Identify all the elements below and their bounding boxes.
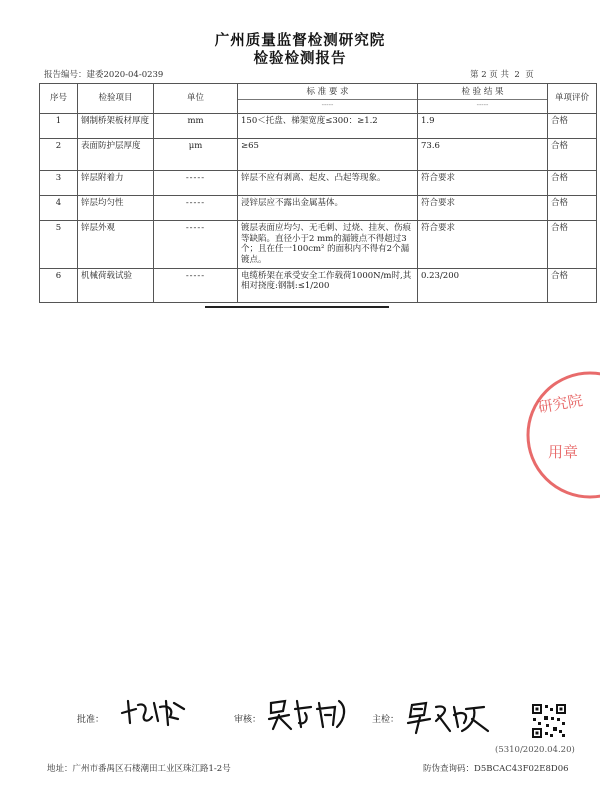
row-item: 锌层附着力: [78, 171, 154, 196]
row-item: 机械荷载试验: [78, 268, 154, 302]
anti-fake-code: 防伪查询码：D5BCAC43F02E8D06: [423, 764, 569, 774]
row-item: 锌层均匀性: [78, 196, 154, 221]
row-index: 3: [40, 171, 78, 196]
header-index: 序号: [40, 84, 78, 114]
row-standard: 电缆桥架在承受安全工作载荷1000N/m时,其相对挠度:钢制:≤1/200: [238, 268, 418, 302]
row-index: 4: [40, 196, 78, 221]
table-row: [40, 196, 597, 221]
table-row: [40, 221, 597, 269]
institute-seal: [520, 365, 600, 505]
row-item: 锌层外观: [78, 221, 154, 269]
row-unit: -----: [154, 221, 238, 269]
row-standard: 锌层不应有剥离、起皮、凸起等现象。: [238, 171, 418, 196]
report-title: 检验检测报告: [253, 50, 347, 67]
page-info: 第 2 页 共 2 页: [470, 70, 534, 80]
approver-signature: [118, 695, 188, 729]
table-row: [40, 114, 597, 139]
row-result: 符合要求: [418, 196, 548, 221]
row-index: 1: [40, 114, 78, 139]
footer-address: 地址：广州市番禺区石楼潮田工业区珠江路1-2号: [47, 764, 231, 774]
row-unit: -----: [154, 171, 238, 196]
header-unit: 单位: [154, 84, 238, 114]
header-standard: [238, 84, 418, 114]
header-standard-label: 标 准 要 求: [306, 86, 349, 97]
row-index: 6: [40, 268, 78, 302]
inspection-table: [39, 83, 597, 303]
row-unit: -----: [154, 268, 238, 302]
row-index: 2: [40, 139, 78, 171]
header-standard-sub: -----: [238, 99, 417, 110]
qr-code: [531, 703, 567, 739]
row-rating: 合格: [548, 268, 597, 302]
header-result: [418, 84, 548, 114]
main-inspector-label: 主检：: [372, 715, 400, 725]
institute-title: 广州质量监督检测研究院: [214, 32, 386, 49]
row-rating: 合格: [548, 139, 597, 171]
row-rating: 合格: [548, 114, 597, 139]
seal-text-2: 用章: [548, 443, 579, 461]
row-unit: μm: [154, 139, 238, 171]
row-index: 5: [40, 221, 78, 269]
row-rating: 合格: [548, 221, 597, 269]
row-unit: -----: [154, 196, 238, 221]
row-result: 符合要求: [418, 171, 548, 196]
header-rating: 单项评价: [548, 84, 597, 114]
row-result: 1.9: [418, 114, 548, 139]
report-code: (5310/2020.04.20): [495, 745, 575, 755]
header-result-sub: -----: [418, 99, 547, 110]
row-result: 73.6: [418, 139, 548, 171]
review-label: 审核：: [234, 715, 262, 725]
table-header-row: [40, 84, 597, 114]
seal-text-1: 研究院: [536, 391, 585, 417]
table-row: [40, 171, 597, 196]
row-rating: 合格: [548, 196, 597, 221]
row-item: 表面防护层厚度: [78, 139, 154, 171]
row-result: 0.23/200: [418, 268, 548, 302]
row-rating: 合格: [548, 171, 597, 196]
reviewer-signature: [265, 693, 355, 733]
approve-label: 批准：: [77, 715, 105, 725]
header-item: 检验项目: [78, 84, 154, 114]
table-row: [40, 268, 597, 302]
row-standard: 浸锌层应不露出金属基体。: [238, 196, 418, 221]
report-number: 报告编号：建委2020-04-0239: [44, 70, 164, 80]
row-result: 符合要求: [418, 221, 548, 269]
row-standard: 镀层表面应均匀、无毛刺、过烧、挂灰、伤痕等缺陷。直径小于2 mm的漏镀点不得超过3个；且在任一100cm² 的面积内不得有2个漏镀点。: [238, 221, 418, 269]
row-item: 钢制桥架板材厚度: [78, 114, 154, 139]
header-result-label: 检 验 结 果: [461, 86, 504, 97]
inspector-signature: [404, 697, 494, 737]
end-rule: [205, 306, 389, 308]
table-row: [40, 139, 597, 171]
row-standard: ≥65: [238, 139, 418, 171]
row-standard: 150＜托盘、梯架宽度≤300：≥1.2: [238, 114, 418, 139]
row-unit: mm: [154, 114, 238, 139]
